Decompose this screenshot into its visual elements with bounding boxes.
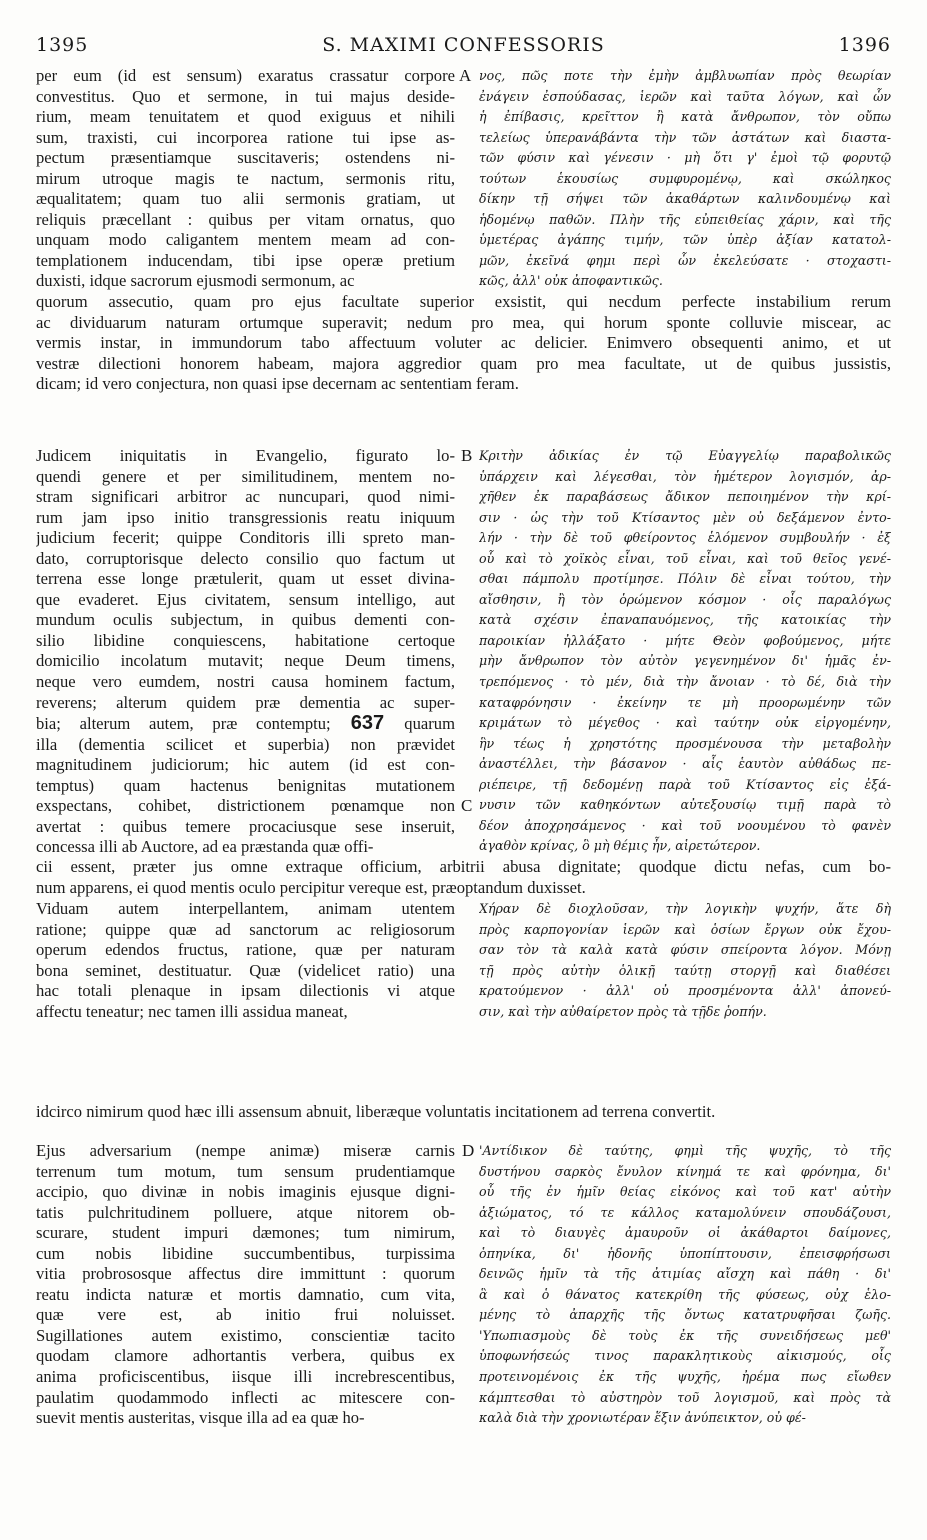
text-line: πρὸς καρπογονίαν ἱερῶν καὶ ὁσίων ἔργων οὐκ ἔχου- xyxy=(479,921,891,937)
text-line: affectu teneatur; nec tamen illi assidua maneat, xyxy=(36,1001,348,1021)
section-1-latin xyxy=(36,66,455,292)
text-line: τούτων ἑκουσίως συμφυρομένῳ, καὶ σκώληκος xyxy=(479,170,891,186)
text-line: ἣν τέως ἡ χρηστότης προσμένουσα τὴν μεταβολὴν xyxy=(479,735,891,751)
text-line: κρατούμενον · ἀλλ' οὐ προσμένοντα ἀλλ' ἀπονεύ- xyxy=(479,983,891,999)
text-line: neque vero eumdem, nostri causa hominem factum, xyxy=(36,672,455,692)
text-line: tatis pulchritudinem polluere, atque nitorem ob- xyxy=(36,1202,455,1222)
text-line: quodam clamore adhortantis verbera, quibus ex xyxy=(36,1346,455,1366)
text-line: pectum præsentiamque suscitaveris; ostendens ni- xyxy=(36,148,455,168)
text-line: αἴσθησιν, ἢ τὸν ὁρώμενον κόσμον · οἷς παραλόγως xyxy=(479,591,891,607)
text-line: Judicem iniquitatis in Evangelio, figurato lo- xyxy=(36,446,455,465)
text-line: suevit mentis austeritas, visque illa ad ea quæ ho- xyxy=(36,1408,365,1428)
text-line: κατὰ σχέσιν ἐπαναπαυόμενος, τῆς κατοικίας τὴν xyxy=(479,612,891,628)
text-line: convestitus. Quo et sermone, in tui majus deside- xyxy=(36,86,455,106)
text-line: cii essent, præter jus omne extraque officium, arbitrii abusa dignitate; quodque dictu nefas, cum bo- xyxy=(36,857,891,876)
section-7-greek xyxy=(479,1141,891,1429)
text-line: παροικίαν ἠλλάξατο · μήτε Θεὸν φοβούμενος, μήτε xyxy=(479,632,891,648)
text-line: reliquis præcellant : quibus per vitam ornatus, quo xyxy=(36,209,455,229)
column-number: 637 xyxy=(330,713,405,735)
text-line: terrena esse longe prætulerit, quam ut esset divina- xyxy=(36,569,455,589)
text-line: domicilio incolatum mutavit; neque Deum timens, xyxy=(36,651,455,671)
text-line: per eum (id est sensum) exaratus crassatur corpore xyxy=(36,66,455,85)
section-5-greek xyxy=(479,899,891,1022)
text-line: mirum utroque magis te nactum, sermonis ritu, xyxy=(36,168,455,188)
text-line: vitia probrososque affectus dire immittunt : quorum xyxy=(36,1264,455,1284)
text-line: accipio, quo divinæ in nobis imaginis ejusque digni- xyxy=(36,1182,455,1202)
text-line: unquam modo caligantem mentem meam ad con- xyxy=(36,230,455,250)
text-line: ριέπειρε, τῇ δεδομένῃ παρὰ τοῦ Κτίσαντος εἰς ἐξά- xyxy=(479,776,891,792)
text-line: τῶν φύσιν καὶ γένεσιν · μὴ ὅτι γ' ἐμοὶ τῷ φορυτῷ xyxy=(479,150,891,166)
section-3-greek xyxy=(479,446,891,857)
text-line: ὁπηνίκα, δι' ἡδονῆς ὑποπίπτουσιν, ἐπεισφρήσωσι xyxy=(479,1245,891,1261)
text-line: vermis instar, in immundorum tabo affectuum voluter ac delicier. Enimvero obsequenti animo, et ut xyxy=(36,333,891,353)
margin-marker-b: B xyxy=(461,446,473,465)
text-line: silio libidine conquiescens, habitatione certoque xyxy=(36,630,455,650)
text-line: σιν, καὶ τὴν αὐθαίρετον πρὸς τὰ τῇδε ῥοπήν. xyxy=(479,1003,767,1019)
text-line: num apparens, ei quod mentis oculo percipitur vereque est, præoptandum duxisset. xyxy=(36,877,586,897)
section-7-latin xyxy=(36,1141,455,1429)
text-line: νος, πῶς ποτε τὴν ἐμὴν ἀμβλυωπίαν πρὸς θεωρίαν xyxy=(479,68,891,83)
text-line: δέον ἀποχρησάμενος · καὶ τοῦ νοουμένου τὸ φανὲν xyxy=(479,817,891,833)
text-line: concessa illi ab Auctore, ad ea præstanda quæ offi- xyxy=(36,837,374,857)
text-line: temptus) quam hactenus benignitas mutationem xyxy=(36,775,455,795)
text-line: dato, corruptorisque delecto consilio quo factum ut xyxy=(36,548,455,568)
text-line: τελείως ὑπερανάβάντα τὴν τῶν ἀστάτων καὶ διαστα- xyxy=(479,129,891,145)
text-line: dicam; id vero conjectura, non quasi ipse decernam ac sententiam feram. xyxy=(36,374,519,394)
text-line: ὑμετέρας ἀγάπης τιμήν, τῶν ὑπὲρ ἀξίαν κατατολ- xyxy=(479,232,891,248)
text-line: reverens; alterum quidem præ dementia ac super- xyxy=(36,692,455,712)
section-3-latin xyxy=(36,446,455,858)
text-line: sum, traxisti, cui incorporea ratione tui ipse as- xyxy=(36,127,455,147)
text-line: mundum oculis subjectum, in quibus dementi con- xyxy=(36,610,455,630)
text-line: operum edendos fructus, ratione, quæ per naturam xyxy=(36,940,455,960)
text-line: καὶ τὸ διαυγὲς ἀμαυροῦν οἱ ἀκάθαρτοι δαίμονες, xyxy=(479,1225,891,1241)
text-line: stram significari arbitror ac nuncupari, quod nimi- xyxy=(36,487,455,507)
text-line: magnitudinem judiciorum; hic autem (id est con- xyxy=(36,755,455,775)
text-line: Viduam autem interpellantem, animam utentem xyxy=(36,899,455,918)
text-line: τρεπόμενος · τὸ μέν, διὰ τὴν ἄνοιαν · τὸ δέ, διὰ τὴν xyxy=(479,674,891,690)
text-line: hac totali plenaque in ipsam dilectionis vi atque xyxy=(36,981,455,1001)
text-line: ἀξιώματος, τό τε κάλλος καταμολύνειν σπουδάζουσι, xyxy=(479,1204,891,1220)
section-5-latin xyxy=(36,899,455,1022)
text-line: καταφρόνησιν · ἐκείνην τε μὴ προορωμένην τῶν xyxy=(479,694,891,710)
text-line: ratione; quippe quæ ad sanctorum ac religiosorum xyxy=(36,919,455,939)
text-line: vestræ dilectioni honorem habeam, majora aggredior quam pro mea facultate, ut de quibus jussistis, xyxy=(36,353,891,373)
text-line: templationem inducendam, tibi ipse operæ pretium xyxy=(36,250,455,270)
text-line: σθαι πάμπολυ προτίμησε. Πόλιν δὲ εἶναι τούτου, τὴν xyxy=(479,571,891,587)
text-line: ac dividuarum naturam ortumque superavit; nedum pro mea, qui horum sponte colluvie miscear, ac xyxy=(36,312,891,332)
text-line: ἡ ἐπίβασις, κρεῖττον ἢ κατὰ ἄνθρωπον, τὸν οὔπω xyxy=(479,109,891,125)
text-line: ἀγαθὸν κρίνας, ὃ μὴ θέμις ἦν, αἱρετώτερον. xyxy=(479,838,761,854)
text-line: κάμπτεσθαι τὸ αὐστηρὸν τοῦ λογισμοῦ, καὶ πρὸς τὰ xyxy=(479,1389,891,1405)
text-line: terrenum tum motum, tum sensum prudentiamque xyxy=(36,1161,455,1181)
text-line: 'Αντίδικον δὲ ταύτης, φημὶ τῆς ψυχῆς, τὸ τῆς xyxy=(479,1143,891,1158)
running-title: S. MAXIMI CONFESSORIS xyxy=(322,34,605,56)
text-line: ἀναστέλλει, τὴν βάσανον · αἷς ἑαυτὸν αὐθάδως πε- xyxy=(479,756,891,772)
section-6-latin-full-width xyxy=(36,1102,891,1123)
text-line: ἡδομένῳ παθῶν. Πλὴν τῆς εὐπειθείας χάριν, καὶ τῆς xyxy=(479,211,891,227)
text-line: judicium fecerit; quippe Conditoris illi spreto man- xyxy=(36,528,455,548)
text-line: ὑπάρχειν καὶ λέγεσθαι, τὸν ἡμέτερον λογισμόν, ἀρ- xyxy=(479,468,891,484)
text-line: idcirco nimirum quod hæc illi assensum abnuit, liberæque voluntatis incitationem ad terrena convertit. xyxy=(36,1102,716,1121)
text-line: κῶς, ἀλλ' οὐκ ἀποφαντικῶς. xyxy=(479,273,663,289)
text-line: quæ vere est, ab initio frui noluisset. xyxy=(36,1305,455,1325)
section-1-greek xyxy=(479,66,891,292)
text-line: νυσιν τῶν καθηκόντων αὐτεξουσίῳ τιμῇ παρὰ τὸ xyxy=(479,797,891,813)
margin-marker-d: D xyxy=(462,1141,475,1160)
text-line: cum nobis libidine succumbentibus, turpissima xyxy=(36,1243,455,1263)
text-line: que evaderet. Ejus civitatem, sensum intelligo, aut xyxy=(36,589,455,609)
text-line: σιν · ὡς τὴν τοῦ Κτίσαντος μὲν οὐ δεξάμενον ἐντο- xyxy=(479,509,891,525)
text-line: τῇ πρὸς αὐτὴν ὁλικῇ ταύτῃ στοργῇ καὶ διαθέσει xyxy=(479,962,891,978)
section-2-latin-full-width xyxy=(36,292,891,395)
text-line: δίκην τῇ σήψει τῶν ἀκαθάρτων καλινδουμένῳ καὶ xyxy=(479,191,891,207)
text-line: οὗ καὶ τὸ χοϊκὸς εἶναι, τοῦ εἶναι, καὶ τοῦ θεῖος γενέ- xyxy=(479,550,891,566)
text-line: rium, meam tenuitatem et quod exiguus et nihili xyxy=(36,107,455,127)
left-page-number: 1395 xyxy=(36,34,89,56)
text-line: χῆθεν ἐκ παραβάσεως ἄδικον πεποιημένον τὴν κρί- xyxy=(479,489,891,505)
text-fragment: quarum xyxy=(404,714,455,734)
text-line: paulatim quodammodo inflecti ac mitescere con- xyxy=(36,1387,455,1407)
text-line: κριμάτων τὸ μέγεθος · καὶ ταύτην οὐκ εἰργομένην, xyxy=(479,715,891,731)
text-line: bona seminet, destituatur. Quæ (videlicet ratio) una xyxy=(36,960,455,980)
section-4-latin-full-width xyxy=(36,857,891,898)
text-line: ἐνάγειν ἐσπούδασας, ἱερῶν καὶ ταῦτα λόγων, καὶ ὧν xyxy=(479,88,891,104)
text-line: anima proficiscentibus, iisque illi increbrescentibus, xyxy=(36,1367,455,1387)
text-line: μὴν ἄνθρωπον τὸν αὐτὸν γεγενημένον δι' ἡμᾶς ἐν- xyxy=(479,653,891,669)
text-line: exspectans, cohibet, districtionem pœnamque non xyxy=(36,796,455,816)
margin-marker-c: C xyxy=(461,796,473,815)
text-line: avertat : quibus temere procaciusque sese inseruit, xyxy=(36,816,455,836)
text-line: δυστήνου σαρκὸς ἔνυλον κίνημά τε καὶ φρόνημα, δι' xyxy=(479,1163,891,1179)
text-line: reatu indicta naturæ et mortis damnatio, cum vita, xyxy=(36,1284,455,1304)
text-line: rum jam ipso initio transgressionis reatu iniquum xyxy=(36,507,455,527)
margin-marker-a: A xyxy=(459,66,472,85)
text-line: Ejus adversarium (nempe animæ) miseræ carnis xyxy=(36,1141,455,1160)
text-line: duxisti, idque sacrorum ejusmodi sermonum, ac xyxy=(36,271,355,291)
text-line: bia; alterum autem, præ contemptu; 637 quarum xyxy=(36,713,455,735)
text-line: quendi genere et per similitudinem, mentem no- xyxy=(36,466,455,486)
text-line: Κριτὴν ἀδικίας ἐν τῷ Εὐαγγελίῳ παραβολικῶς xyxy=(479,448,891,463)
text-line: λήν · τὴν δὲ τοῦ φθείροντος ἑλόμενον συμβουλήν · ἐξ xyxy=(479,530,891,546)
text-line: Χήραν δὲ διοχλοῦσαν, τὴν λογικὴν ψυχήν, ἅτε δὴ xyxy=(479,901,891,916)
text-line: æqualitatem; quam tuo alii sermonis gratiam, ut xyxy=(36,189,455,209)
text-line: scurare, student impuri dæmones; tum nimirum, xyxy=(36,1223,455,1243)
text-line: 'Υπωπιασμοὺς δὲ τοὺς ἐκ τῆς συνειδήσεως μεθ' xyxy=(479,1327,891,1343)
text-line: προτεινομένοις ἐκ τῆς ψυχῆς, ἠρέμα πως εἴωθεν xyxy=(479,1369,891,1385)
text-line: illa (dementia scilicet et superbia) non prævidet xyxy=(36,734,455,754)
text-line: μένης τὸ ἀπαρχῆς τῆς ὄντως κατατρυφῆσαι ζωῆς. xyxy=(479,1307,891,1323)
text-line: καλὰ διὰ τὴν χρονιωτέραν ἕξιν ἀνύπεικτον, οὐ φέ- xyxy=(479,1410,806,1426)
right-page-number: 1396 xyxy=(838,34,891,56)
text-line: Sugillationes autem existimo, conscientiæ tacito xyxy=(36,1325,455,1345)
text-line: μῶν, ἐκεῖνά φημι περὶ ὧν ἐκελεύσατε · στοχαστι- xyxy=(479,252,891,268)
text-line: ἃ καὶ ὁ θάνατος κατεκρίθη τῆς φύσεως, οὐχ ἑλο- xyxy=(479,1286,891,1302)
text-line: οὗ τῆς ἐν ἡμῖν θείας εἰκόνος καὶ τοῦ κατ' αὐτὴν xyxy=(479,1184,891,1200)
text-line: σαν τὸν τὰ καλὰ κατὰ φύσιν σπείροντα λόγον. Μόνῃ xyxy=(479,942,891,958)
text-line: δεινῶς ἡμῖν τὰ τῆς ἀτιμίας αἴσχη καὶ πάθη · δι' xyxy=(479,1266,891,1282)
text-line: ὑποφωνήσεώς τινος παρακλητικοὺς αἰκισμούς, οἷς xyxy=(479,1348,891,1364)
text-line: quorum assecutio, quam pro ejus facultate superior exsistit, qui necdum perfecte instabilium rerum xyxy=(36,292,891,311)
running-header xyxy=(36,34,891,58)
